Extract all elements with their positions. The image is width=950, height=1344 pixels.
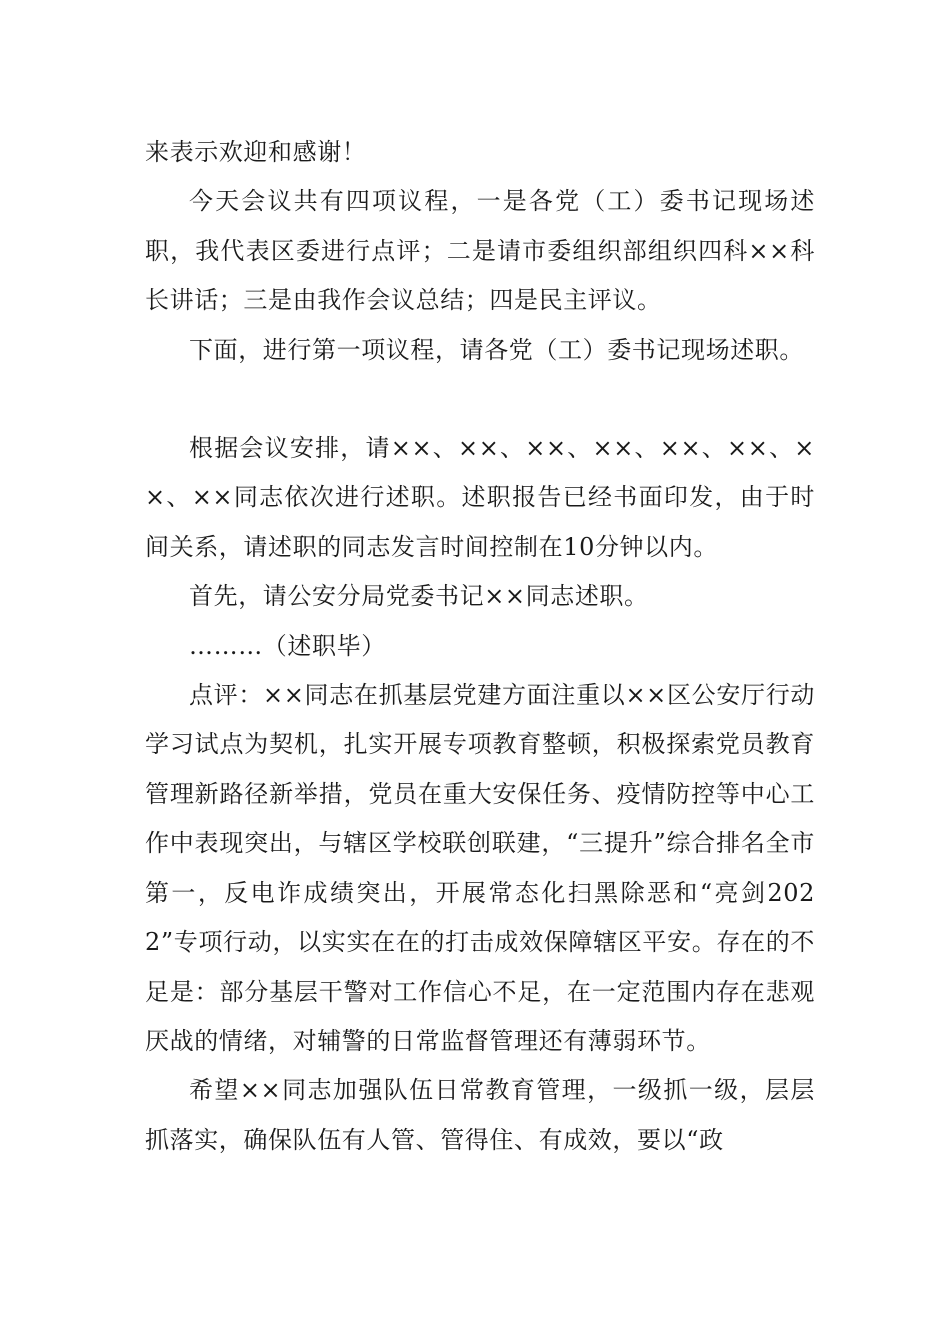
paragraph-first-item: 下面，进行第一项议程，请各党（工）委书记现场述职。 <box>189 335 804 364</box>
paragraph-report-finished: ………（述职毕） <box>189 631 386 660</box>
paragraph-arrangement: 根据会议安排，请××、××、××、××、××、××、××、××同志依次进行述职。述职报告已经书面印发，由于时间关系，请述职的同志发言时间控制在10分钟以内。 <box>145 434 815 561</box>
paragraph-welcome-thanks: 来表示欢迎和感谢！ <box>145 138 367 166</box>
paragraph-spacer <box>145 375 815 424</box>
document-body <box>145 128 815 1165</box>
paragraph-agenda: 今天会议共有四项议程，一是各党（工）委书记现场述职，我代表区委进行点评；二是请市委组织部组织四科××科长讲话；三是由我作会议总结；四是民主评议。 <box>145 187 815 315</box>
paragraph-comment: 点评：××同志在抓基层党建方面注重以××区公安厅行动学习试点为契机，扎实开展专项教育整顿，积极探索党员教育管理新路径新举措，党员在重大安保任务、疫情防控等中心工作中表现突出，与辖区学校联创联建，“三提升”综合排名全市第一，反电诈成绩突出，开展常态化扫黑除恶和“亮剑2022”专项行动，以实实在在的打击成效保障辖区平安。存在的不足是：部分基层干警对工作信心不足，在一定范围内存在悲观厌战的情绪，对辅警的日常监督管理还有薄弱环节。 <box>145 681 815 1055</box>
paragraph-expectation: 希望××同志加强队伍日常教育管理，一级抓一级，层层抓落实，确保队伍有人管、管得住、有成效，要以“政 <box>145 1076 815 1154</box>
paragraph-first-speaker: 首先，请公安分局党委书记××同志述职。 <box>189 582 649 611</box>
